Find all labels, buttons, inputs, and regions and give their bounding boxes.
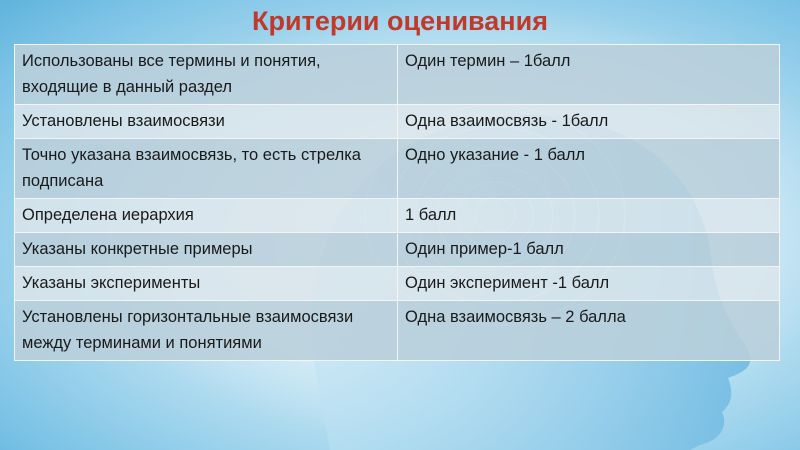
table-row (15, 45, 780, 105)
score-cell: 1 балл (398, 199, 780, 233)
table-row (15, 301, 780, 361)
criterion-cell: Установлены взаимосвязи (15, 105, 398, 139)
table-row (15, 233, 780, 267)
score-cell: Один пример-1 балл (398, 233, 780, 267)
score-cell: Один термин – 1балл (398, 45, 780, 105)
score-cell: Одна взаимосвязь - 1балл (398, 105, 780, 139)
criterion-cell: Установлены горизонтальные взаимосвязи между терминами и понятиями (15, 301, 398, 361)
criterion-cell: Использованы все термины и понятия, входящие в данный раздел (15, 45, 398, 105)
criterion-cell: Указаны эксперименты (15, 267, 398, 301)
criterion-cell: Точно указана взаимосвязь, то есть стрелка подписана (15, 139, 398, 199)
table-row (15, 105, 780, 139)
score-cell: Одно указание - 1 балл (398, 139, 780, 199)
score-cell: Один эксперимент -1 балл (398, 267, 780, 301)
criterion-cell: Определена иерархия (15, 199, 398, 233)
table-row (15, 139, 780, 199)
score-cell: Одна взаимосвязь – 2 балла (398, 301, 780, 361)
criteria-table (14, 44, 780, 361)
slide-title: Критерии оценивания (252, 6, 548, 36)
table-row (15, 199, 780, 233)
criterion-cell: Указаны конкретные примеры (15, 233, 398, 267)
table-row (15, 267, 780, 301)
